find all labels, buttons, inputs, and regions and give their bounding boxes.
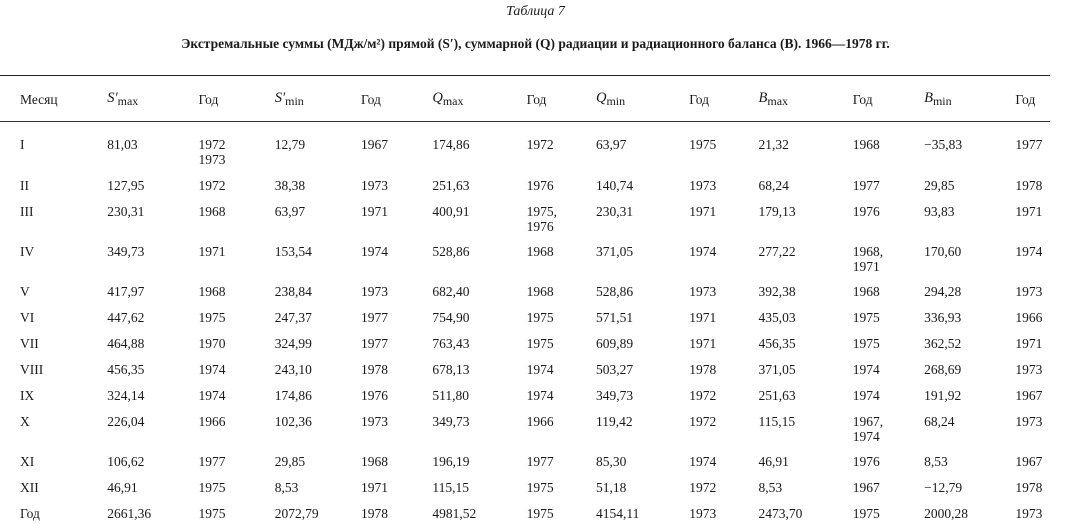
year-cell: 1968 xyxy=(198,204,226,219)
b-max-cell: 8,53 xyxy=(758,480,783,495)
year-cell: 1966 xyxy=(198,414,226,429)
s-min-cell: 29,85 xyxy=(274,454,306,469)
b-max-cell: 68,24 xyxy=(758,178,789,193)
year-cell: 1971 xyxy=(689,336,717,351)
b-max-cell: 21,32 xyxy=(758,137,789,152)
q-max-cell: 528,86 xyxy=(432,244,470,259)
s-max-cell: 349,73 xyxy=(107,244,145,259)
year-cell: 1967 xyxy=(852,480,880,495)
header-year: Год xyxy=(526,91,547,107)
month-cell: X xyxy=(20,414,30,429)
year-cell: 1975 xyxy=(198,310,226,325)
year-cell: 1971 xyxy=(689,310,717,325)
month-cell: I xyxy=(20,137,25,152)
q-min-cell: 503,27 xyxy=(595,362,634,377)
year-cell: 1976 xyxy=(852,454,880,469)
q-max-cell: 115,15 xyxy=(432,480,469,495)
b-min-cell: 268,69 xyxy=(924,362,962,377)
year-cell: 1971 xyxy=(198,244,226,259)
year-cell: 1967 xyxy=(1015,388,1043,403)
b-min-cell: 8,53 xyxy=(924,454,948,469)
year-cell: 1978 xyxy=(689,362,717,377)
b-max-cell: 251,63 xyxy=(758,388,796,403)
year-cell: 1978 xyxy=(1015,178,1043,193)
q-max-cell: 174,86 xyxy=(432,137,470,152)
b-min-cell: −12,79 xyxy=(924,480,963,495)
year-cell: 1974 xyxy=(689,244,717,259)
q-max-cell: 4981,52 xyxy=(432,506,477,521)
year-cell: 1975 xyxy=(526,480,554,495)
year-cell: 1976 xyxy=(361,388,389,403)
q-max-cell: 754,90 xyxy=(432,310,470,325)
year-cell: 1978 xyxy=(361,362,389,377)
year-cell: 1973 xyxy=(1015,414,1043,429)
table-row xyxy=(0,175,1071,201)
b-min-cell: 170,60 xyxy=(924,244,962,259)
table-row xyxy=(0,201,1071,241)
month-cell: VIII xyxy=(20,362,44,377)
q-max-cell: 511,80 xyxy=(432,388,469,403)
table-row xyxy=(0,121,1071,175)
month-cell: Год xyxy=(20,506,40,521)
year-cell: 1971 xyxy=(361,480,389,495)
year-cell: 1977 xyxy=(1015,137,1043,152)
month-cell: V xyxy=(20,284,30,299)
year-cell: 1973 xyxy=(689,284,717,299)
month-cell: IV xyxy=(20,244,35,259)
b-min-cell: 2000,28 xyxy=(924,506,968,521)
q-min-cell: 51,18 xyxy=(595,480,627,495)
year-cell: 1968 xyxy=(526,244,554,259)
b-max-cell: 115,15 xyxy=(758,414,796,429)
s-max-cell: 81,03 xyxy=(107,137,138,152)
year-cell: 1968, 1971 xyxy=(852,244,884,274)
year-cell: 1974 xyxy=(689,454,717,469)
year-cell: 1977 xyxy=(852,178,880,193)
year-cell: 1975 xyxy=(689,137,717,152)
year-cell: 1968 xyxy=(361,454,389,469)
year-cell: 1972 xyxy=(689,480,717,495)
s-min-cell: 2072,79 xyxy=(274,506,319,521)
b-min-cell: 362,52 xyxy=(924,336,962,351)
year-cell: 1972 1973 xyxy=(198,137,226,167)
q-max-cell: 251,63 xyxy=(432,178,470,193)
year-cell: 1973 xyxy=(1015,506,1043,521)
header-year: Год xyxy=(852,91,873,107)
q-min-cell: 371,05 xyxy=(595,244,634,259)
table-row xyxy=(0,477,1071,503)
year-cell: 1974 xyxy=(198,388,226,403)
s-min-cell: 324,99 xyxy=(274,336,312,351)
table-title: Экстремальные суммы (МДж/м²) прямой (S′), суммарной (Q) радиации и радиационного баланса (B). 1966—1978 гг. xyxy=(181,36,890,51)
b-max-cell: 371,05 xyxy=(758,362,796,377)
year-cell: 1967, 1974 xyxy=(852,414,884,444)
year-cell: 1968 xyxy=(198,284,226,299)
year-cell: 1974 xyxy=(852,388,880,403)
s-min-cell: 238,84 xyxy=(274,284,312,299)
s-min-cell: 38,38 xyxy=(274,178,306,193)
table-row xyxy=(0,503,1071,529)
q-min-cell: 528,86 xyxy=(595,284,634,299)
table-row xyxy=(0,385,1071,411)
year-cell: 1972 xyxy=(689,414,717,429)
q-min-cell: 140,74 xyxy=(595,178,634,193)
q-min-cell: 609,89 xyxy=(595,336,634,351)
header-year: Год xyxy=(1015,91,1036,107)
year-cell: 1974 xyxy=(1015,244,1043,259)
q-min-cell: 119,42 xyxy=(595,414,633,429)
year-cell: 1966 xyxy=(526,414,554,429)
s-max-cell: 230,31 xyxy=(107,204,145,219)
s-max-cell: 2661,36 xyxy=(107,506,152,521)
s-min-cell: 243,10 xyxy=(274,362,312,377)
year-cell: 1977 xyxy=(198,454,226,469)
year-cell: 1977 xyxy=(361,336,389,351)
month-cell: IX xyxy=(20,388,35,403)
b-min-cell: 93,83 xyxy=(924,204,955,219)
b-max-cell: 46,91 xyxy=(758,454,789,469)
q-min-cell: 4154,11 xyxy=(595,506,640,521)
year-cell: 1976 xyxy=(852,204,880,219)
q-min-cell: 571,51 xyxy=(595,310,634,325)
year-cell: 1967 xyxy=(1015,454,1043,469)
b-min-cell: 191,92 xyxy=(924,388,962,403)
year-cell: 1971 xyxy=(361,204,389,219)
b-min-cell: 294,28 xyxy=(924,284,962,299)
q-min-cell: 63,97 xyxy=(595,137,627,152)
year-cell: 1973 xyxy=(1015,362,1043,377)
s-max-cell: 46,91 xyxy=(107,480,138,495)
b-min-cell: 68,24 xyxy=(924,414,955,429)
year-cell: 1975 xyxy=(526,506,554,521)
s-min-cell: 12,79 xyxy=(274,137,306,152)
b-max-cell: 392,38 xyxy=(758,284,796,299)
b-max-cell: 456,35 xyxy=(758,336,796,351)
q-min-cell: 85,30 xyxy=(595,454,627,469)
b-max-cell: 179,13 xyxy=(758,204,796,219)
year-cell: 1972 xyxy=(526,137,554,152)
year-cell: 1972 xyxy=(689,388,717,403)
year-cell: 1973 xyxy=(361,178,389,193)
year-cell: 1974 xyxy=(198,362,226,377)
year-cell: 1973 xyxy=(361,284,389,299)
year-cell: 1978 xyxy=(1015,480,1043,495)
year-cell: 1968 xyxy=(852,137,880,152)
year-cell: 1975 xyxy=(526,336,554,351)
b-max-cell: 277,22 xyxy=(758,244,796,259)
year-cell: 1973 xyxy=(689,178,717,193)
s-min-cell: 102,36 xyxy=(274,414,312,429)
year-cell: 1973 xyxy=(689,506,717,521)
table-row xyxy=(0,281,1071,307)
header-s-min: S′min xyxy=(274,90,304,108)
s-min-cell: 247,37 xyxy=(274,310,312,325)
q-max-cell: 678,13 xyxy=(432,362,470,377)
s-max-cell: 464,88 xyxy=(107,336,145,351)
month-cell: III xyxy=(20,204,34,219)
year-cell: 1975 xyxy=(852,506,880,521)
year-cell: 1968 xyxy=(852,284,880,299)
extremes-table xyxy=(0,78,1071,529)
s-max-cell: 324,14 xyxy=(107,388,145,403)
year-cell: 1975 xyxy=(198,480,226,495)
year-cell: 1976 xyxy=(526,178,554,193)
table-row xyxy=(0,333,1071,359)
year-cell: 1971 xyxy=(689,204,717,219)
header-b-min: Bmin xyxy=(924,90,952,108)
month-cell: II xyxy=(20,178,29,193)
s-max-cell: 447,62 xyxy=(107,310,145,325)
q-max-cell: 682,40 xyxy=(432,284,470,299)
year-cell: 1975, 1976 xyxy=(526,204,557,234)
year-cell: 1974 xyxy=(526,362,554,377)
table-row xyxy=(0,307,1071,333)
month-cell: VI xyxy=(20,310,35,325)
q-min-cell: 230,31 xyxy=(595,204,634,219)
year-cell: 1977 xyxy=(361,310,389,325)
year-cell: 1971 xyxy=(1015,204,1043,219)
year-cell: 1973 xyxy=(1015,284,1043,299)
s-max-cell: 456,35 xyxy=(107,362,145,377)
year-cell: 1974 xyxy=(361,244,389,259)
b-min-cell: 336,93 xyxy=(924,310,962,325)
year-cell: 1975 xyxy=(852,310,880,325)
year-cell: 1970 xyxy=(198,336,226,351)
q-min-cell: 349,73 xyxy=(595,388,634,403)
b-max-cell: 2473,70 xyxy=(758,506,803,521)
s-min-cell: 174,86 xyxy=(274,388,312,403)
s-max-cell: 417,97 xyxy=(107,284,145,299)
s-min-cell: 153,54 xyxy=(274,244,312,259)
header-month: Месяц xyxy=(20,91,58,107)
b-min-cell: −35,83 xyxy=(924,137,963,152)
year-cell: 1968 xyxy=(526,284,554,299)
b-min-cell: 29,85 xyxy=(924,178,955,193)
b-max-cell: 435,03 xyxy=(758,310,796,325)
year-cell: 1975 xyxy=(526,310,554,325)
q-max-cell: 400,91 xyxy=(432,204,470,219)
year-cell: 1974 xyxy=(852,362,880,377)
s-min-cell: 8,53 xyxy=(274,480,299,495)
table-row xyxy=(0,359,1071,385)
header-s-max: S′max xyxy=(107,90,139,108)
year-cell: 1966 xyxy=(1015,310,1043,325)
month-cell: XII xyxy=(20,480,39,495)
header-year: Год xyxy=(689,91,710,107)
table-row xyxy=(0,241,1071,281)
top-rule xyxy=(0,75,1050,76)
q-max-cell: 196,19 xyxy=(432,454,470,469)
header-year: Год xyxy=(198,91,219,107)
table-row xyxy=(0,451,1071,477)
year-cell: 1978 xyxy=(361,506,389,521)
month-cell: VII xyxy=(20,336,39,351)
table-row xyxy=(0,411,1071,451)
header-year: Год xyxy=(361,91,381,107)
s-max-cell: 226,04 xyxy=(107,414,145,429)
table-caption: Таблица 7 xyxy=(506,4,565,19)
year-cell: 1975 xyxy=(852,336,880,351)
s-max-cell: 127,95 xyxy=(107,178,145,193)
year-cell: 1975 xyxy=(198,506,226,521)
year-cell: 1972 xyxy=(198,178,226,193)
month-cell: XI xyxy=(20,454,35,469)
year-cell: 1971 xyxy=(1015,336,1043,351)
s-max-cell: 106,62 xyxy=(107,454,145,469)
q-max-cell: 763,43 xyxy=(432,336,470,351)
year-cell: 1974 xyxy=(526,388,554,403)
header-q-min: Qmin xyxy=(595,90,626,108)
s-min-cell: 63,97 xyxy=(274,204,306,219)
header-row xyxy=(0,78,1071,121)
header-q-max: Qmax xyxy=(432,90,464,108)
q-max-cell: 349,73 xyxy=(432,414,470,429)
year-cell: 1977 xyxy=(526,454,554,469)
year-cell: 1973 xyxy=(361,414,389,429)
header-b-max: Bmax xyxy=(758,90,789,108)
year-cell: 1967 xyxy=(361,137,389,152)
